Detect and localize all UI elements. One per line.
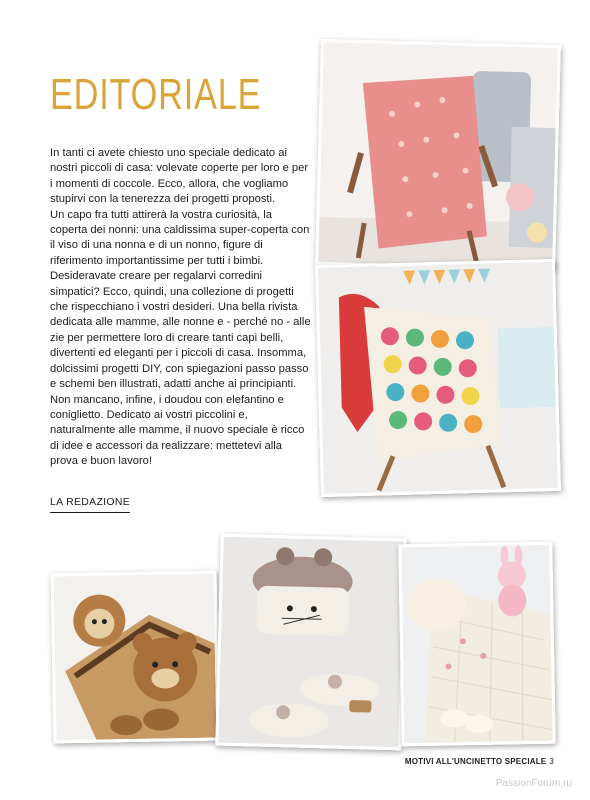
page-footer: [405, 757, 554, 766]
lace-shawl-and-bunny-photo: [398, 542, 556, 747]
page-number: 3: [549, 757, 554, 766]
teddy-bear-baby-set-photo: [51, 571, 220, 744]
editorial-paragraph: Un capo fra tutti attirerà la vostra curiosità, la coperta dei nonni: una caldissima super-coperta con il viso di una nonna e di un nonno, figure di riferimento importantissime per tutti i bimbi. Desideravate creare per regalarvi corredini simpatici? Ecco, quindi, una collezione di progetti che rispecchiano i vostri desideri. Una bella rivista dedicata alle mamme, alle nonne e - perché no - alle zie per permettere loro di creare tanti capi belli, divertenti ed eleganti per i piccoli di casa. Insomma, dolcissimi progetti DIY, con spiegazioni passo passo e schemi ben illustrati, adatti anche ai principianti. Non mancano, infine, i doudou con elefantino e coniglietto. Dedicato ai vostri piccolini e, naturalmente alle mamme, il nuovo speciale è ricco di idee e accessori da realizzare: mettetevi alla prova e buon lavoro!: [50, 208, 311, 468]
pink-blanket-armchair-photo: [315, 39, 561, 271]
watermark: PassionForum.ru: [495, 778, 572, 789]
editorial-paragraph: In tanti ci avete chiesto uno speciale dedicato ai nostri piccoli di casa: volevate coperte per loro e per i momenti di coccole. Ecco, allora, che vogliamo stupirvi con la tenerezza dei progetti proposti.: [50, 147, 309, 206]
footer-magazine-name: MOTIVI ALL'UNCINETTO SPECIALE: [404, 757, 547, 766]
editorial-title: EDITORIALE: [50, 70, 262, 119]
editorial-body: [50, 146, 312, 470]
granny-square-blanket-red-chair-photo: [315, 259, 561, 497]
mouse-hat-and-booties-photo: [215, 534, 406, 751]
editorial-signature: LA REDAZIONE: [50, 496, 130, 513]
